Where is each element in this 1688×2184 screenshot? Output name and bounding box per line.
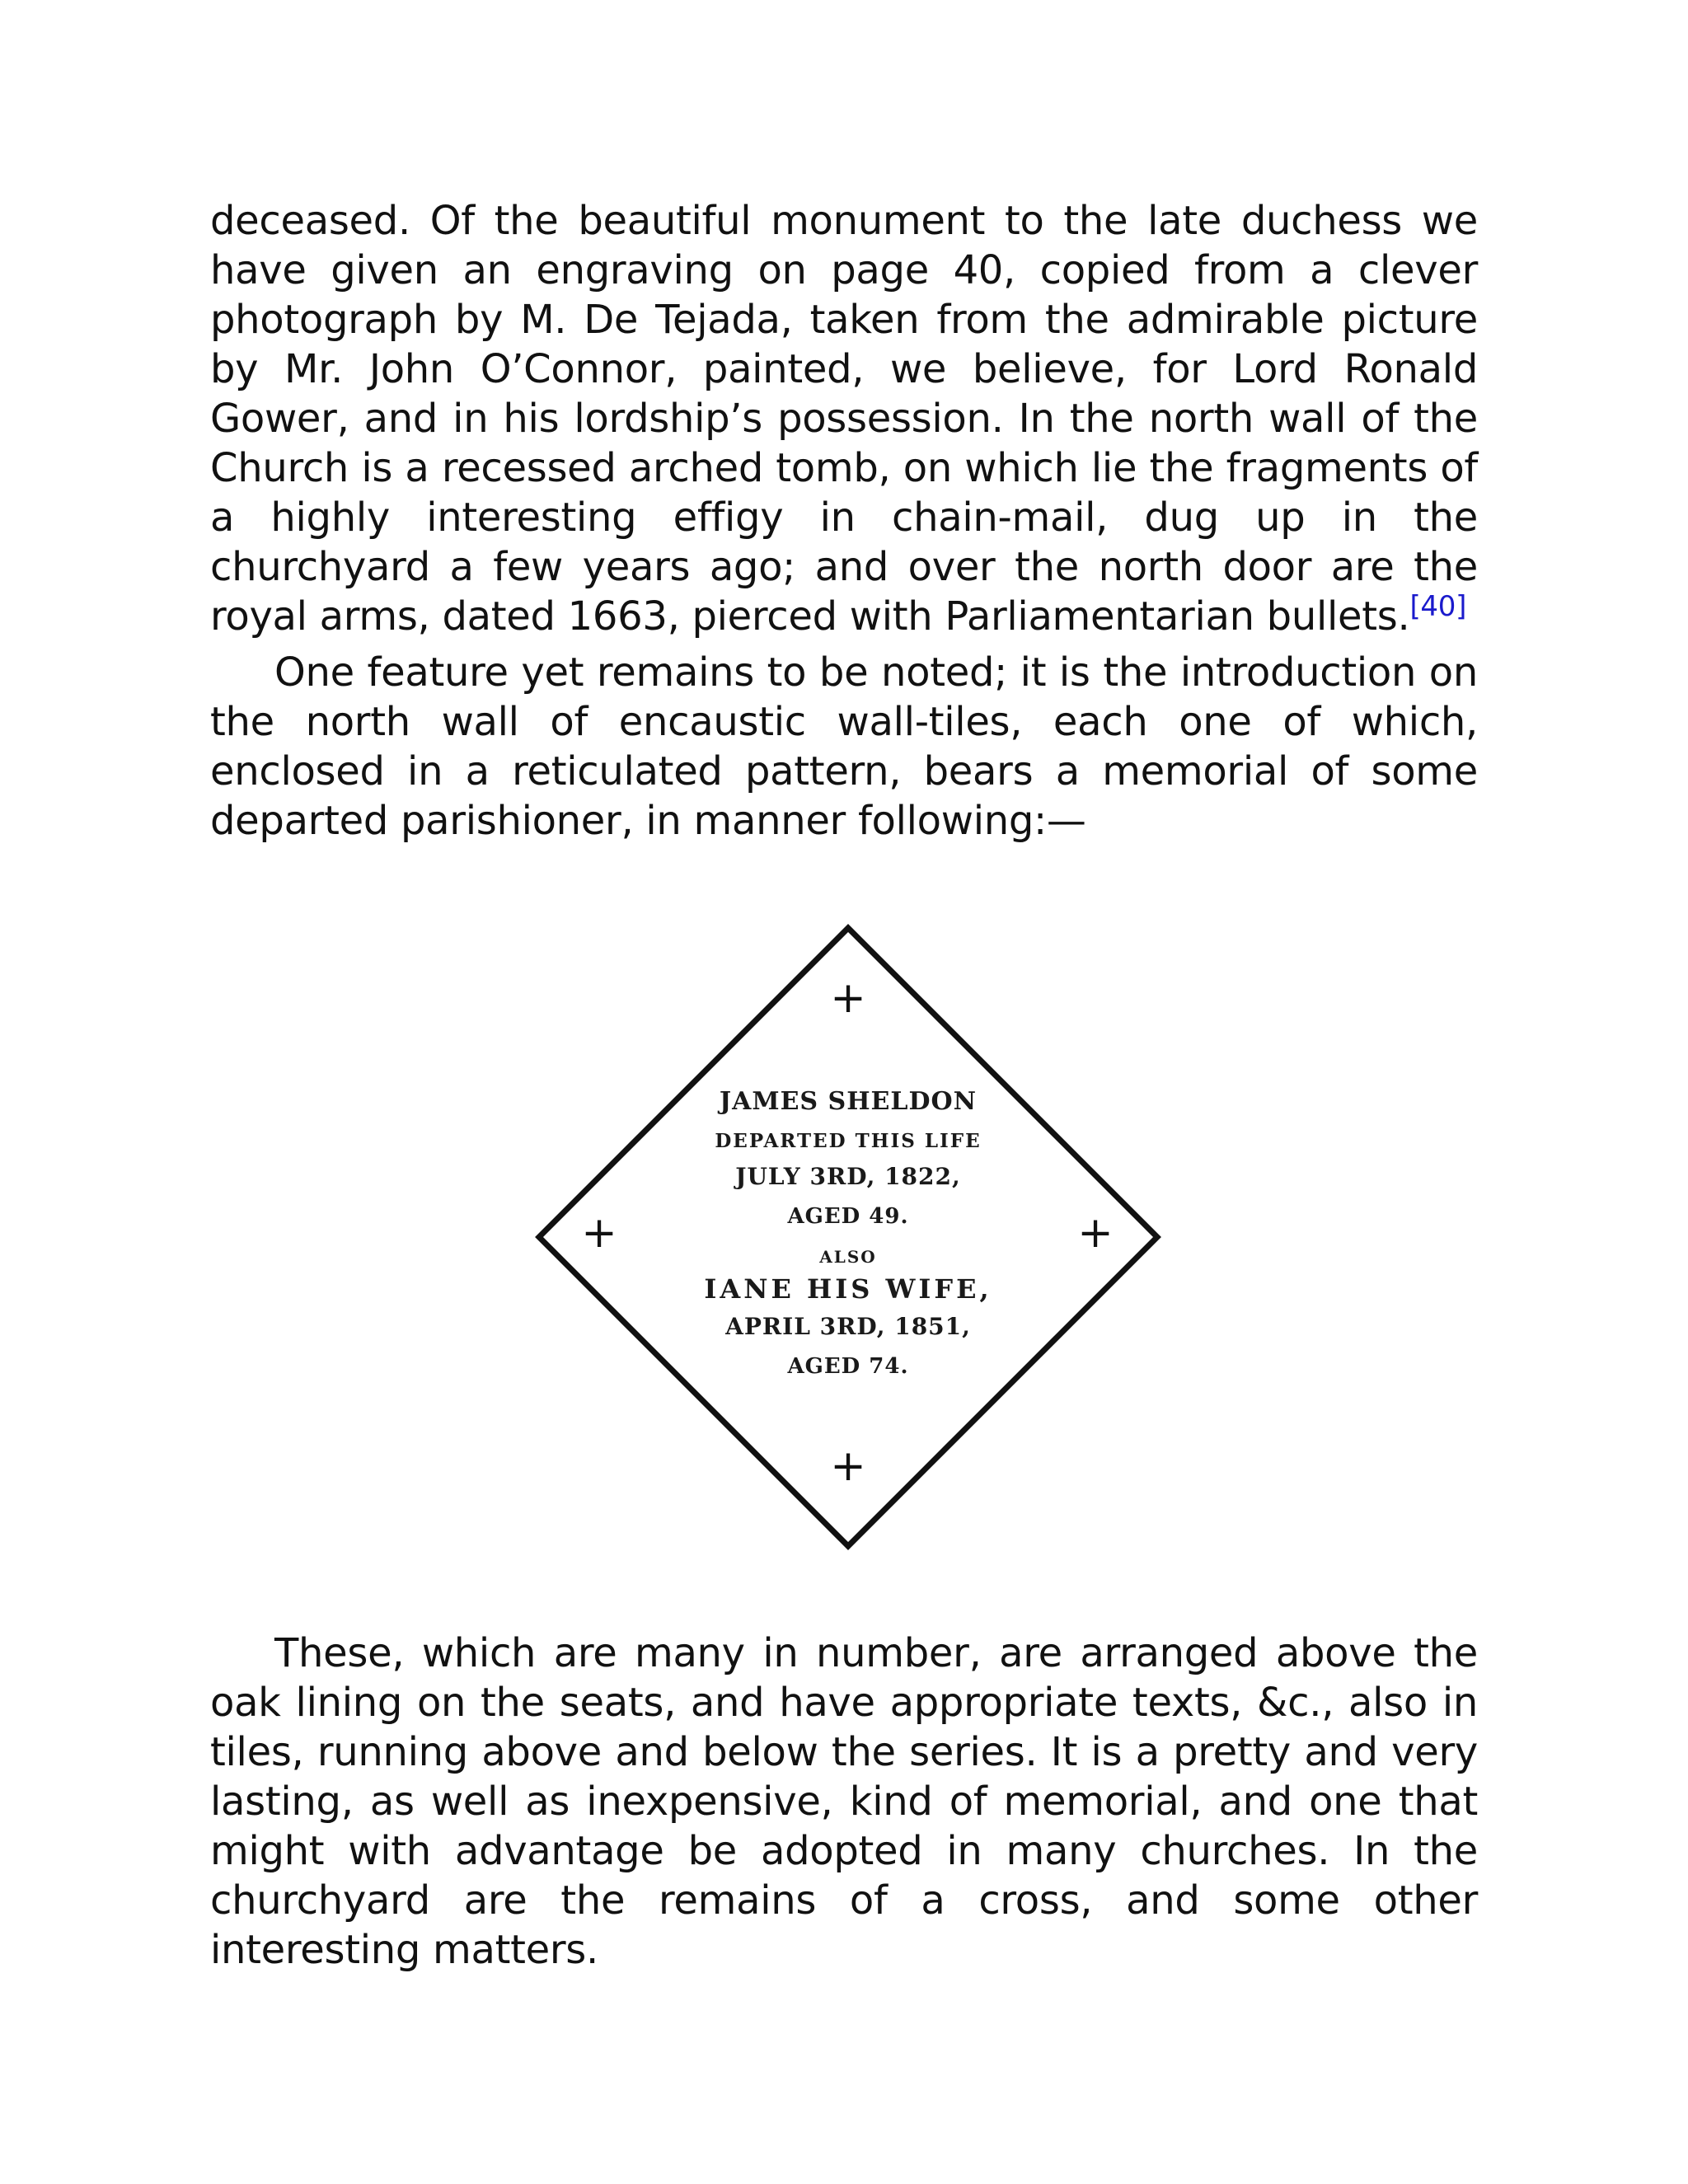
- cross-bottom-icon: +: [830, 1441, 866, 1491]
- tile-date-2: APRIL 3RD, 1851,: [725, 1313, 971, 1340]
- paragraph-2: One feature yet remains to be noted; it is the introduction on the north wall of encaustic wall-tiles, each one of which, enclosed in a reticulated pattern, bears a memorial of some departed parishioner, in manner following:—: [210, 649, 1478, 844]
- tile-name-2: IANE HIS WIFE,: [704, 1273, 992, 1305]
- tile-date-1: JULY 3RD, 1822,: [735, 1163, 961, 1190]
- tile-name-1: JAMES SHELDON: [719, 1087, 978, 1116]
- cross-top-icon: +: [830, 973, 866, 1023]
- tile-also: ALSO: [819, 1247, 877, 1267]
- paragraph-1: [210, 196, 1478, 641]
- paragraph-3: These, which are many in number, are arranged above the oak lining on the seats, and have appropriate texts, &c., also in tiles, running above and below the series. It is a pretty and very lasting, as well as inexpensive, kind of memorial, and one that might with advantage be adopted in many churches. In the churchyard are the remains of a cross, and some other interesting matters.: [210, 1630, 1478, 1973]
- paragraph-1-text: deceased. Of the beautiful monument to the late duchess we have given an engraving on page 40, copied from a clever photograph by M. De Tejada, taken from the admirable picture by Mr. John O’Connor, painted, we believe, for Lord Ronald Gower, and in his lordship’s possession. In the north wall of the Church is a recessed arched tomb, on which lie the fragments of a highly interesting effigy in chain-mail, dug up in the churchyard a few years ago; and over the north door are the royal arms, dated 1663, pierced with Parliamentarian bullets.: [210, 198, 1478, 640]
- footnote-link-40[interactable]: [40]: [1409, 590, 1467, 623]
- tile-age-1: AGED 49.: [787, 1204, 909, 1229]
- tile-departed: DEPARTED THIS LIFE: [715, 1130, 982, 1152]
- tile-age-2: AGED 74.: [787, 1354, 909, 1379]
- cross-left-icon: +: [581, 1208, 617, 1258]
- memorial-tile-figure: [535, 924, 1161, 1550]
- cross-right-icon: +: [1077, 1208, 1114, 1258]
- page-content: [210, 196, 1478, 1975]
